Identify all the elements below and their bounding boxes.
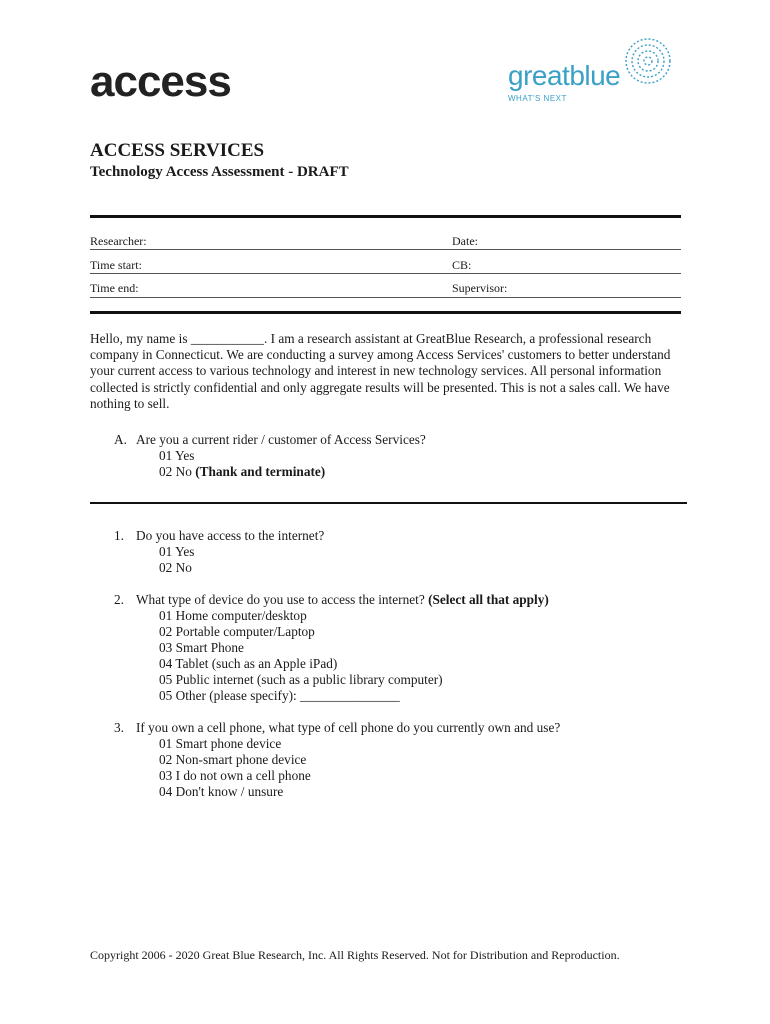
question-1-number: 1. <box>114 528 124 543</box>
section-divider <box>90 502 687 504</box>
date-label: Date: <box>452 234 478 248</box>
question-a-terminate-note: (Thank and terminate) <box>195 464 326 479</box>
page-subtitle: Technology Access Assessment - DRAFT <box>90 164 349 180</box>
question-2-option: 05 Other (please specify): _______________ <box>159 688 400 703</box>
header-row-divider <box>90 249 681 250</box>
greatblue-swirl-icon <box>618 36 678 86</box>
question-2-option: 03 Smart Phone <box>159 640 244 655</box>
question-1-text: Do you have access to the internet? <box>136 528 325 543</box>
time-end-label: Time end: <box>90 281 139 295</box>
copyright-footer: Copyright 2006 - 2020 Great Blue Research, Inc. All Rights Reserved. Not for Distribution and Reproduction. <box>90 948 620 962</box>
question-2-option: 01 Home computer/desktop <box>159 608 307 623</box>
question-2-text <box>136 592 549 608</box>
supervisor-label: Supervisor: <box>452 281 508 295</box>
question-3-option: 03 I do not own a cell phone <box>159 768 311 783</box>
time-start-label: Time start: <box>90 258 142 272</box>
access-logo: access <box>90 57 231 106</box>
question-1-option: 02 No <box>159 560 192 575</box>
question-3-number: 3. <box>114 720 124 735</box>
greatblue-tagline: WHAT'S NEXT <box>508 94 567 103</box>
greatblue-logo <box>508 36 678 106</box>
question-2-option: 04 Tablet (such as an Apple iPad) <box>159 656 338 671</box>
question-3-option: 04 Don't know / unsure <box>159 784 284 799</box>
header-top-rule <box>90 215 681 218</box>
researcher-label: Researcher: <box>90 234 147 248</box>
question-a-option-label: 02 No <box>159 464 192 479</box>
greatblue-logo-text: greatblue <box>508 60 621 91</box>
question-2-text-main: What type of device do you use to access the internet? <box>136 592 425 607</box>
header-row-divider <box>90 273 681 274</box>
question-2-option: 05 Public internet (such as a public library computer) <box>159 672 443 687</box>
question-2-instruction: (Select all that apply) <box>428 592 549 607</box>
question-3-option: 02 Non-smart phone device <box>159 752 307 767</box>
question-a-text: Are you a current rider / customer of Access Services? <box>136 432 426 447</box>
question-a-option <box>159 464 325 480</box>
question-2-option: 02 Portable computer/Laptop <box>159 624 315 639</box>
question-3-text: If you own a cell phone, what type of cell phone do you currently own and use? <box>136 720 561 735</box>
question-3-option: 01 Smart phone device <box>159 736 282 751</box>
intro-paragraph: Hello, my name is ___________. I am a research assistant at GreatBlue Research, a professional research company in Connecticut. We are conducting a survey among Access Services' customers to better understand your current access to various technology and interest in new technology services. All personal information collected is strictly confidential and only aggregate results will be presented. This is not a sales call. We have nothing to sell. <box>90 331 671 411</box>
header-row-divider <box>90 297 681 298</box>
cb-label: CB: <box>452 258 472 272</box>
page-title: ACCESS SERVICES <box>90 140 265 161</box>
header-bottom-rule <box>90 311 681 314</box>
question-a-number: A. <box>114 432 127 447</box>
question-2-number: 2. <box>114 592 124 607</box>
question-a-option: 01 Yes <box>159 448 195 463</box>
question-1-option: 01 Yes <box>159 544 195 559</box>
